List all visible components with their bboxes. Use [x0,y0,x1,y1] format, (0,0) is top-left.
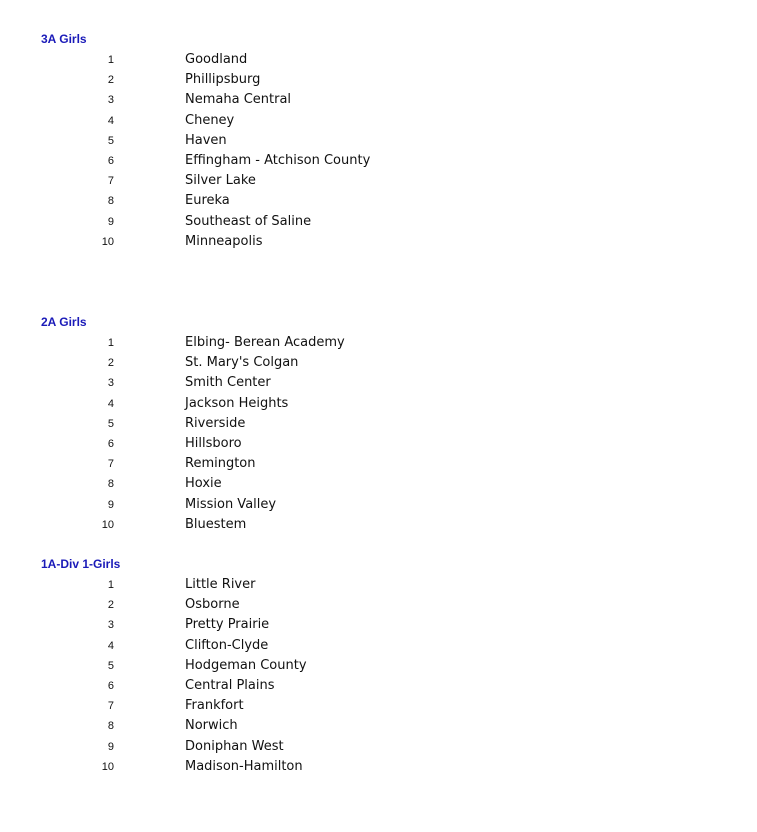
team-name: Goodland [185,52,248,67]
list-item [0,516,757,536]
team-name: Remington [185,456,256,472]
rank-number: 5 [107,659,114,672]
team-name: Doniphan West [185,738,284,754]
list-item [0,51,757,71]
list-item [0,132,757,152]
rankings-list [0,334,757,536]
list-item [0,112,757,132]
list-item [0,677,757,697]
rank-number: 5 [107,134,114,147]
team-name: Mission Valley [185,496,277,512]
section-title: 1A-Div 1-Girls [41,557,121,571]
list-item [0,395,757,415]
team-name: Effingham - Atchison County [185,152,371,168]
list-item [0,697,757,717]
rank-number: 2 [107,74,114,87]
team-name: Smith Center [185,375,271,391]
team-name: Minneapolis [185,233,263,249]
list-item [0,616,757,636]
list-item [0,475,757,495]
team-name: Clifton-Clyde [185,637,269,653]
list-item [0,657,757,677]
team-name: Hodgeman County [185,657,307,673]
list-item [0,91,757,111]
team-name: Phillipsburg [185,72,261,88]
rank-number: 9 [107,498,114,511]
rank-number: 9 [107,215,114,228]
list-item [0,576,757,596]
list-item [0,172,757,192]
section-title: 3A Girls [41,32,87,46]
team-name: Jackson Heights [185,395,289,411]
rank-number: 2 [107,599,114,612]
team-name: Frankfort [185,698,244,714]
list-item [0,354,757,374]
list-item [0,374,757,394]
list-item [0,455,757,475]
team-name: Silver Lake [185,173,256,189]
team-name: Eureka [185,193,230,209]
team-name: Bluestem [185,516,247,532]
list-item [0,334,757,354]
team-name: Osborne [185,597,240,613]
rank-number: 6 [107,679,114,692]
rank-number: 1 [107,579,114,591]
rank-number: 4 [107,397,114,410]
rank-number: 8 [107,195,114,208]
rank-number: 7 [107,458,114,471]
rank-number: 7 [107,700,114,713]
rank-number: 4 [107,114,114,127]
rank-number: 3 [107,377,114,390]
rank-number: 2 [107,357,114,370]
team-name: Little River [185,577,256,592]
list-item [0,596,757,616]
rank-number: 1 [107,54,114,66]
team-name: Hillsboro [185,435,242,451]
rankings-list [0,576,757,778]
team-name: Cheney [185,112,235,128]
list-item [0,415,757,435]
list-item [0,213,757,233]
team-name: Hoxie [185,476,222,492]
list-item [0,192,757,212]
list-item [0,496,757,516]
section-title: 2A Girls [41,315,87,329]
rank-number: 4 [107,639,114,652]
rank-number: 8 [107,720,114,733]
rank-number: 6 [107,437,114,450]
list-item [0,738,757,758]
team-name: Norwich [185,718,238,734]
team-name: Southeast of Saline [185,213,312,229]
rank-number: 9 [107,740,114,753]
rank-number: 8 [107,478,114,491]
team-name: Pretty Prairie [185,617,270,633]
list-item [0,758,757,778]
rank-number: 7 [107,175,114,188]
list-item [0,71,757,91]
rank-number: 10 [101,760,114,773]
team-name: Elbing- Berean Academy [185,335,345,350]
list-item [0,152,757,172]
rank-number: 6 [107,154,114,167]
team-name: Central Plains [185,677,275,693]
rankings-list [0,51,757,253]
rank-number: 10 [101,518,114,531]
team-name: Riverside [185,415,246,431]
list-item [0,637,757,657]
list-item [0,435,757,455]
team-name: St. Mary's Colgan [185,355,299,371]
rank-number: 3 [107,619,114,632]
rank-number: 3 [107,94,114,107]
team-name: Nemaha Central [185,92,292,108]
team-name: Madison-Hamilton [185,758,303,774]
rank-number: 5 [107,417,114,430]
rank-number: 10 [101,235,114,248]
list-item [0,717,757,737]
list-item [0,233,757,253]
rank-number: 1 [107,337,114,349]
team-name: Haven [185,132,227,148]
